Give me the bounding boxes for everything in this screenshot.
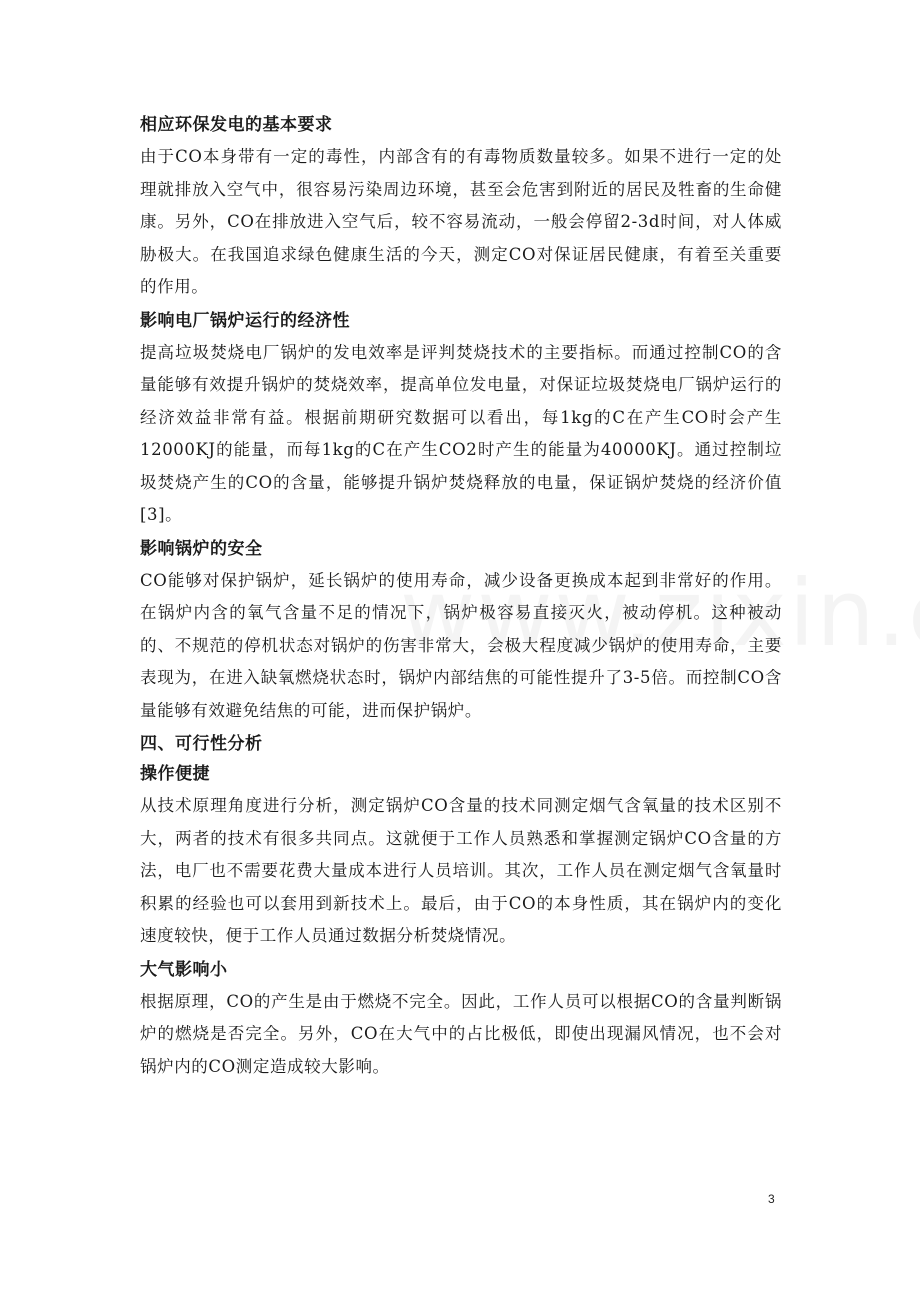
section-heading-economy: 影响电厂锅炉运行的经济性: [140, 310, 350, 331]
section-heading-low-atmospheric-impact: 大气影响小: [140, 959, 228, 980]
page-number: 3: [768, 1192, 775, 1206]
chapter-heading-feasibility: 四、可行性分析: [140, 734, 263, 754]
section-heading-env-requirements: 相应环保发电的基本要求: [140, 115, 333, 135]
section-paragraph-safety: CO能够对保护锅炉，延长锅炉的使用寿命，减少设备更换成本起到非常好的作用。在锅炉内含的氧气含量不足的情况下，锅炉极容易直接灭火，被动停机。这种被动的、不规范的停机状态对锅炉的伤害非常大，会极大程度减少锅炉的使用寿命，主要表现为，在进入缺氧燃烧状态时，锅炉内部结焦的可能性提升了3-5倍。而控制CO含量能够有效避免结焦的可能，进而保护锅炉。: [140, 570, 782, 720]
section-heading-easy-operation: 操作便捷: [140, 764, 210, 784]
section-paragraph-economy: 提高垃圾焚烧电厂锅炉的发电效率是评判焚烧技术的主要指标。而通过控制CO的含量能够有效提升锅炉的焚烧效率，提高单位发电量，对保证垃圾焚烧电厂锅炉运行的经济效益非常有益。根据前期研究数据可以看出，每1kg的C在产生CO时会产生12000KJ的能量，而每1kg的C在产生CO2时产生的能量为40000KJ。通过控制垃圾焚烧产生的CO的含量，能够提升锅炉焚烧释放的电量，保证锅炉焚烧的经济价值[3]。: [140, 342, 782, 524]
section-heading-safety: 影响锅炉的安全: [140, 538, 263, 559]
section-paragraph-env-requirements: 由于CO本身带有一定的毒性，内部含有的有毒物质数量较多。如果不进行一定的处理就排放入空气中，很容易污染周边环境，甚至会危害到附近的居民及牲畜的生命健康。另外，CO在排放进入空气后，较不容易流动，一般会停留2-3d时间，对人体威胁极大。在我国追求绿色健康生活的今天，测定CO对保证居民健康，有着至关重要的作用。: [140, 147, 782, 296]
section-paragraph-low-atmospheric-impact: 根据原理，CO的产生是由于燃烧不完全。因此，工作人员可以根据CO的含量判断锅炉的燃烧是否完全。另外，CO在大气中的占比极低，即使出现漏风情况，也不会对锅炉内的CO测定造成较大影响。: [140, 991, 782, 1076]
document-body: [140, 108, 782, 1083]
section-paragraph-easy-operation: 从技术原理角度进行分析，测定锅炉CO含量的技术同测定烟气含氧量的技术区别不大，两者的技术有很多共同点。这就便于工作人员熟悉和掌握测定锅炉CO含量的方法，电厂也不需要花费大量成本进行人员培训。其次，工作人员在测定烟气含氧量时积累的经验也可以套用到新技术上。最后，由于CO的本身性质，其在锅炉内的变化速度较快，便于工作人员通过数据分析焚烧情况。: [140, 796, 782, 945]
